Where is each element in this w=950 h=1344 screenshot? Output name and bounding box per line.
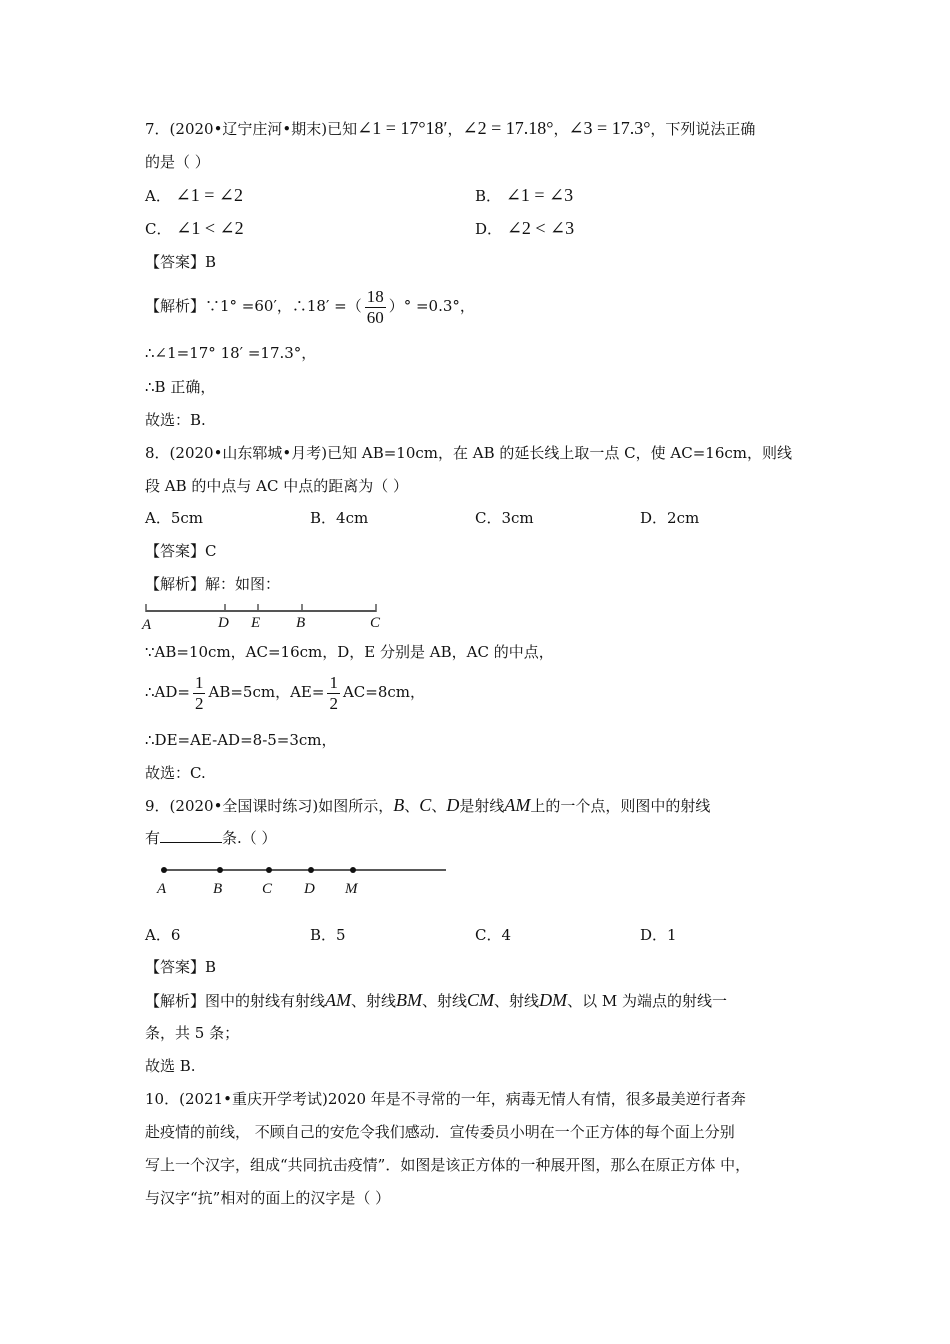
q9-ray-2: BM bbox=[396, 990, 423, 1010]
q7-option-d bbox=[475, 218, 574, 239]
q9-answer: 【答案】B bbox=[145, 958, 217, 976]
q9-ray-am: AM bbox=[504, 795, 531, 815]
q7-step2: ∴B 正确， bbox=[145, 378, 216, 396]
q9-ray-4: DM bbox=[539, 990, 568, 1010]
q8-option-a: A．5cm bbox=[145, 509, 204, 527]
q9-analysis-post: 、以 M 为端点的射线一 bbox=[567, 992, 727, 1010]
q10-stem-line2: 赴疫情的前线， 不顾自己的安危令我们感动．宣传委员小明在一个正方体的每个面上分别 bbox=[145, 1123, 735, 1141]
q7-option-a bbox=[145, 185, 243, 206]
q7-option-c-text: ∠1 < ∠2 bbox=[176, 218, 244, 238]
q8-half-den-2: 2 bbox=[329, 693, 338, 713]
q10-stem-line4: 与汉字“抗”相对的面上的汉字是（ ） bbox=[145, 1189, 391, 1207]
q7-sep2: ， bbox=[553, 120, 569, 138]
q9-option-d: D．1 bbox=[640, 926, 677, 944]
q9-label-a: A bbox=[157, 881, 167, 897]
q9-label-b: B bbox=[213, 881, 223, 897]
q8-analysis: 【解析】解：如图： bbox=[145, 575, 281, 593]
q9-option-b: B．5 bbox=[310, 926, 346, 944]
q8-label-c: C bbox=[370, 615, 381, 631]
q9-ray-1: AM bbox=[325, 990, 352, 1010]
q9-analysis-line2: 条，共 5 条； bbox=[145, 1024, 240, 1042]
q10-stem-line3: 写上一个汉字，组成“共同抗击疫情”．如图是该正方体的一种展开图，那么在原正方体 中， bbox=[145, 1156, 751, 1174]
q8-step1: ∵AB=10cm，AC=16cm，D，E 分别是 AB，AC 的中点， bbox=[145, 643, 554, 661]
q8-step2-c: AC=8cm， bbox=[342, 683, 425, 701]
q9-analysis-line1 bbox=[145, 990, 727, 1011]
q7-step1: ∴∠1=17° 18′ =17.3°， bbox=[145, 344, 317, 362]
q9-label-m: M bbox=[345, 881, 358, 897]
q7-angle1: ∠1 = 17°18′ bbox=[357, 118, 448, 138]
q8-step2-a: ∴AD= bbox=[145, 683, 190, 701]
q9-answer-blank bbox=[160, 828, 222, 843]
q7-option-b-label: B． bbox=[475, 187, 502, 205]
q9-dot-c bbox=[266, 867, 272, 873]
q8-half-fraction-1 bbox=[193, 673, 206, 714]
q9-stem-line1 bbox=[145, 795, 710, 816]
q7-answer: 【答案】B bbox=[145, 253, 217, 271]
q9-ray-figure bbox=[150, 860, 450, 900]
q7-fraction-denominator: 60 bbox=[366, 307, 384, 327]
q8-half-den-1: 2 bbox=[194, 693, 204, 713]
q9-dot-b bbox=[217, 867, 223, 873]
q7-suffix: ，下列说法正确 bbox=[650, 120, 756, 138]
q7-fraction bbox=[365, 287, 386, 328]
q7-prefix: 7．(2020•辽宁庄河•期末)已知 bbox=[145, 120, 358, 138]
q9-sep2: 、 bbox=[431, 797, 447, 815]
q9-line2-post: 条.（ ） bbox=[222, 829, 277, 847]
q7-sep1: ， bbox=[447, 120, 463, 138]
q8-stem-line1: 8．(2020•山东郓城•月考)已知 AB=10cm，在 AB 的延长线上取一点 C，使 AC=16cm，则线 bbox=[145, 444, 793, 462]
q8-step3: ∴DE=AE-AD=8-5=3cm， bbox=[145, 731, 337, 749]
q8-segment-figure bbox=[140, 598, 390, 632]
q8-option-d: D．2cm bbox=[640, 509, 700, 527]
q9-point-c: C bbox=[419, 795, 432, 815]
q7-angle3: ∠3 = 17.3° bbox=[568, 118, 651, 138]
q9-dot-d bbox=[308, 867, 314, 873]
q7-option-d-text: ∠2 < ∠3 bbox=[506, 218, 575, 238]
q8-stem-line2: 段 AB 的中点与 AC 中点的距离为（ ） bbox=[145, 477, 409, 495]
q7-option-a-text: ∠1 = ∠2 bbox=[175, 185, 243, 205]
q8-step2-b: AB=5cm，AE= bbox=[208, 683, 325, 701]
q9-line1-mid: 是射线 bbox=[459, 797, 505, 815]
q9-analysis-pre: 【解析】图中的射线有射线 bbox=[145, 992, 326, 1010]
q9-point-d: D bbox=[446, 795, 460, 815]
q9-stem-line2 bbox=[145, 828, 277, 848]
q10-stem-line1: 10．(2021•重庆开学考试)2020 年是不寻常的一年，病毒无情人有情，很多最美逆行者奔 bbox=[145, 1090, 746, 1108]
q7-fraction-numerator: 18 bbox=[366, 286, 384, 306]
q9-conclusion: 故选 B. bbox=[145, 1057, 196, 1075]
q9-option-c: C．4 bbox=[475, 926, 512, 944]
q9-sep1: 、 bbox=[404, 797, 420, 815]
q9-dot-a bbox=[161, 867, 167, 873]
q7-angle2: ∠2 = 17.18° bbox=[462, 118, 554, 138]
q9-dot-m bbox=[350, 867, 356, 873]
q7-stem-line1 bbox=[145, 118, 755, 139]
q8-step2 bbox=[145, 672, 425, 714]
q8-label-d: D bbox=[218, 615, 229, 631]
q7-analysis-pre: 【解析】∵1° =60′，∴18′ =（ bbox=[145, 297, 362, 315]
q7-option-a-label: A． bbox=[145, 187, 171, 205]
q9-line2-pre: 有 bbox=[145, 829, 161, 847]
q9-ray-3: CM bbox=[467, 990, 495, 1010]
q8-half-num-2: 1 bbox=[329, 672, 338, 692]
q9-line1-post: 上的一个点，则图中的射线 bbox=[530, 797, 711, 815]
q9-option-a: A．6 bbox=[145, 926, 181, 944]
q7-option-b-text: ∠1 = ∠3 bbox=[505, 185, 574, 205]
q8-label-b: B bbox=[296, 615, 306, 631]
q8-option-b: B．4cm bbox=[310, 509, 369, 527]
q7-stem-line2: 的是（ ） bbox=[145, 153, 210, 171]
q8-half-fraction-2 bbox=[327, 673, 340, 714]
q8-option-c: C．3cm bbox=[475, 509, 534, 527]
q9-ray-sep-1: 、射线 bbox=[351, 992, 397, 1010]
q7-analysis bbox=[145, 286, 475, 328]
q9-label-d: D bbox=[304, 881, 315, 897]
q9-line1-pre: 9．(2020•全国课时练习)如图所示， bbox=[145, 797, 394, 815]
q8-label-e: E bbox=[251, 615, 261, 631]
q8-half-num-1: 1 bbox=[194, 672, 204, 692]
q7-conclusion: 故选：B. bbox=[145, 411, 206, 429]
q7-analysis-post: ）° =0.3°， bbox=[388, 297, 475, 315]
q8-answer: 【答案】C bbox=[145, 542, 217, 560]
q7-option-d-label: D． bbox=[475, 220, 503, 238]
q9-ray-sep-3: 、射线 bbox=[494, 992, 540, 1010]
q7-option-b bbox=[475, 185, 573, 206]
q7-option-c-label: C． bbox=[145, 220, 172, 238]
q8-label-a: A bbox=[142, 617, 152, 632]
q7-option-c bbox=[145, 218, 244, 239]
q8-conclusion: 故选：C. bbox=[145, 764, 206, 782]
q9-point-b: B bbox=[393, 795, 405, 815]
q9-ray-sep-2: 、射线 bbox=[422, 992, 468, 1010]
q9-label-c: C bbox=[262, 881, 273, 897]
